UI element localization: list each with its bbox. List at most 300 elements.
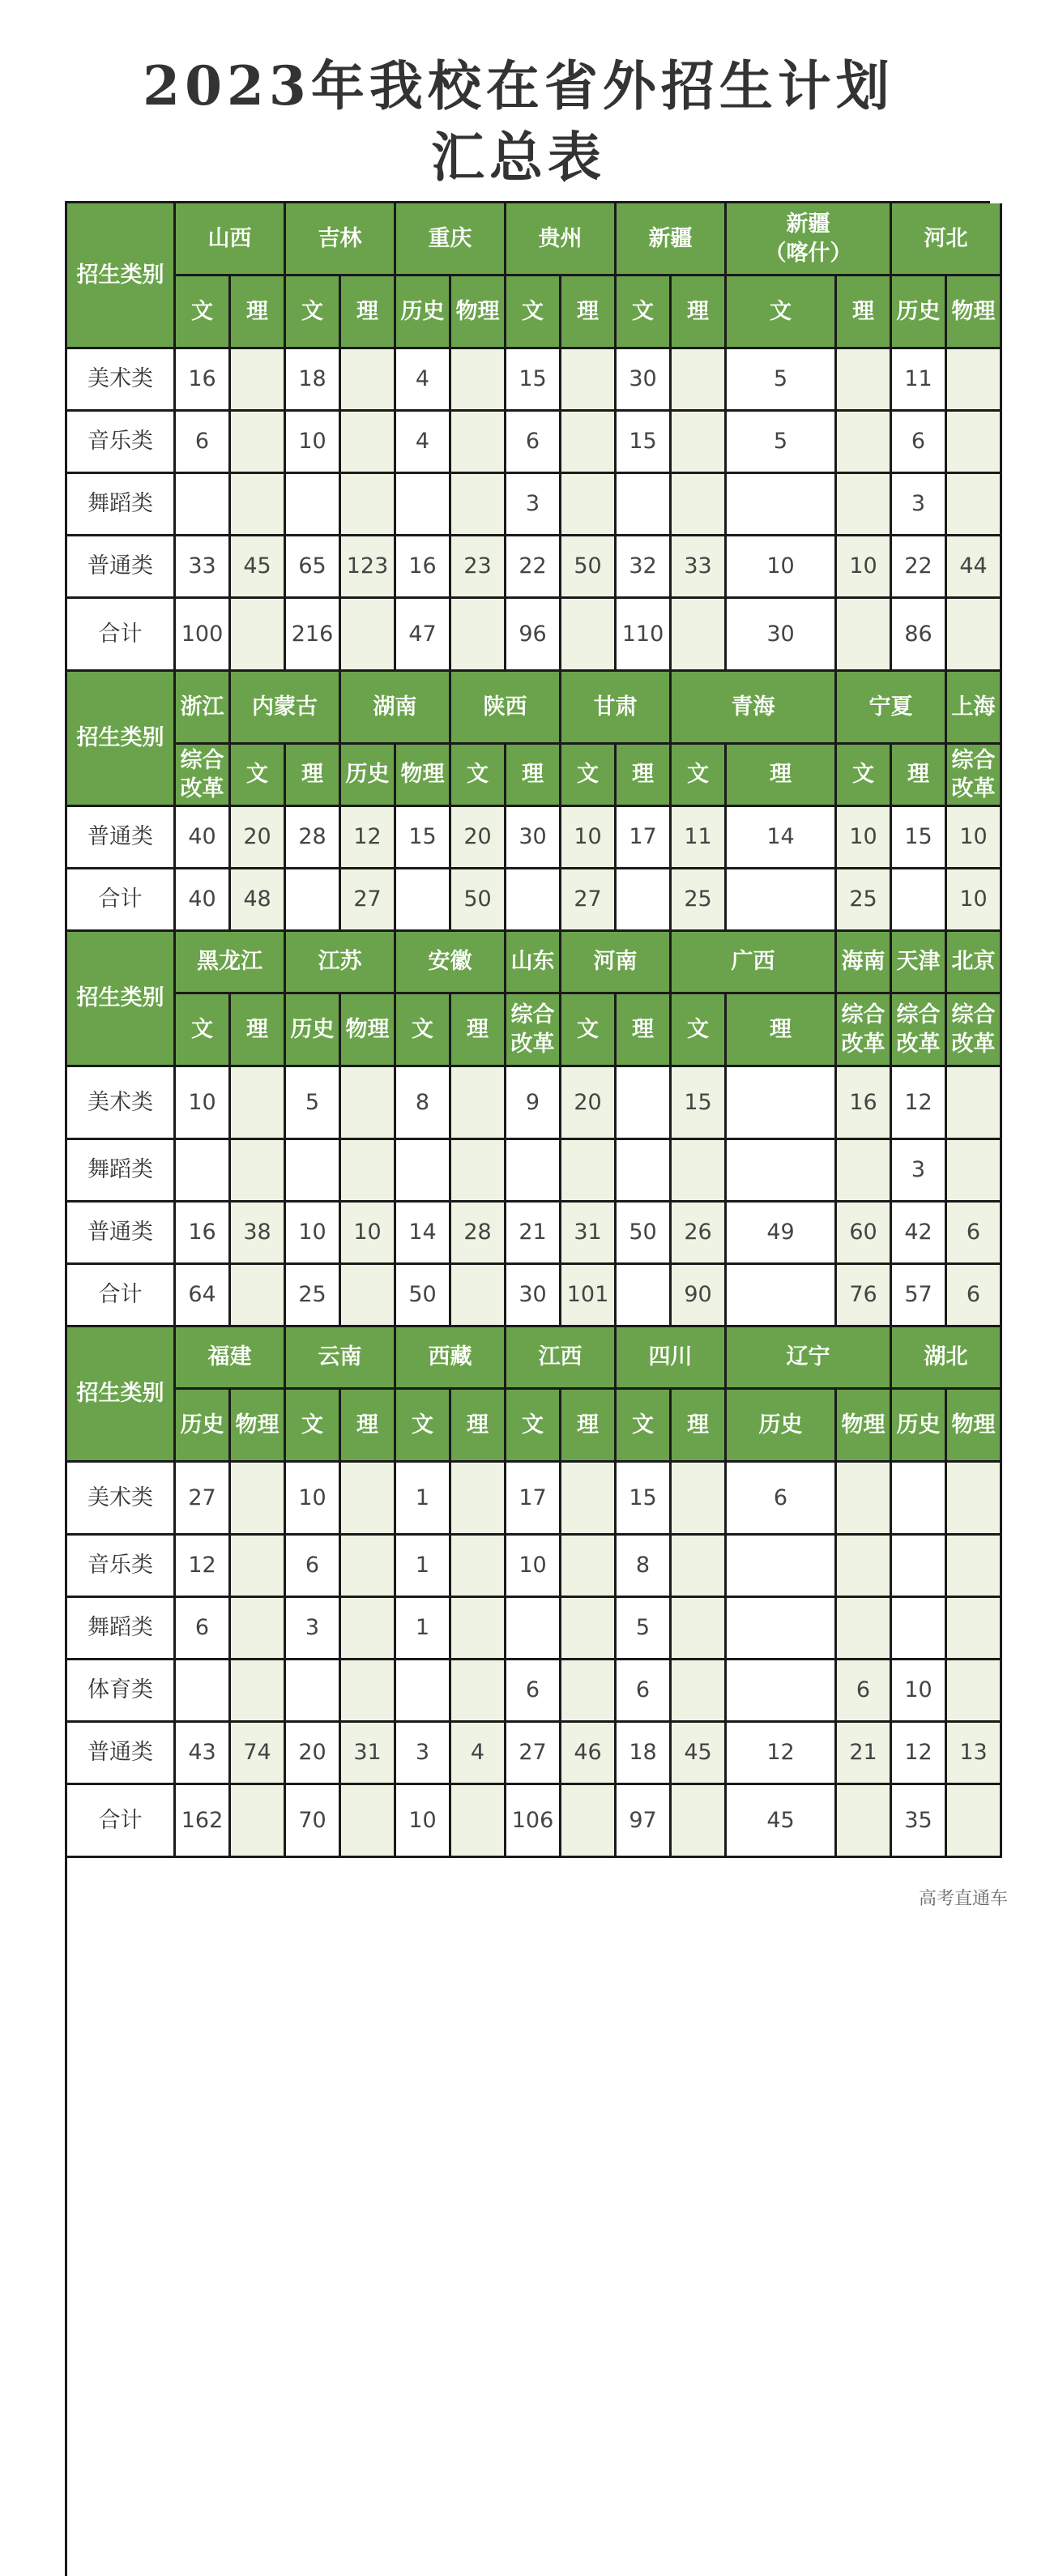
table-cell: 106	[506, 1785, 561, 1858]
table-cell	[231, 1598, 286, 1660]
table-cell: 10	[286, 1463, 341, 1536]
table-cell	[286, 1660, 341, 1723]
subject-header: 理	[451, 1390, 506, 1463]
province-header: 黑龙江	[176, 932, 286, 994]
table-cell: 20	[286, 1723, 341, 1785]
table-cell	[892, 1598, 947, 1660]
table-cell: 15	[396, 807, 451, 869]
table-cell: 45	[672, 1723, 727, 1785]
table-cell: 50	[561, 536, 617, 599]
province-header: 青海	[672, 672, 837, 745]
province-header: 新疆	[617, 203, 727, 276]
table-cell: 20	[451, 807, 506, 869]
subject-header: 文	[176, 276, 231, 349]
table-cell	[672, 1536, 727, 1598]
table-cell: 49	[727, 1203, 837, 1265]
table-cell: 5	[727, 349, 837, 412]
table-cell	[837, 1463, 892, 1536]
table-cell: 6	[286, 1536, 341, 1598]
table-cell: 25	[672, 869, 727, 932]
table-cell	[561, 1785, 617, 1858]
table-cell: 96	[506, 599, 561, 672]
table-cell: 97	[617, 1785, 672, 1858]
table-cell: 50	[396, 1265, 451, 1327]
table-cell: 35	[892, 1785, 947, 1858]
subject-header: 理	[231, 276, 286, 349]
table-cell: 216	[286, 599, 341, 672]
table-cell: 26	[672, 1203, 727, 1265]
table-cell: 31	[561, 1203, 617, 1265]
table-cell	[672, 412, 727, 474]
table-cell	[561, 412, 617, 474]
table-cell	[947, 412, 1002, 474]
table-cell: 40	[176, 807, 231, 869]
table-cell	[341, 412, 396, 474]
table-cell: 90	[672, 1265, 727, 1327]
table-cell: 101	[561, 1265, 617, 1327]
province-header: 西藏	[396, 1327, 506, 1390]
subject-header: 综合 改革	[892, 994, 947, 1067]
province-header: 云南	[286, 1327, 396, 1390]
table-cell: 14	[396, 1203, 451, 1265]
table-cell: 44	[947, 536, 1002, 599]
province-header: 安徽	[396, 932, 506, 994]
table-cell	[176, 474, 231, 536]
table-cell	[727, 869, 837, 932]
table-cell: 27	[561, 869, 617, 932]
table-cell	[231, 412, 286, 474]
table-cell	[617, 869, 672, 932]
table-cell	[672, 599, 727, 672]
table-cell: 42	[892, 1203, 947, 1265]
subject-header: 物理	[947, 276, 1002, 349]
table-cell	[396, 869, 451, 932]
page-title	[0, 50, 1037, 193]
table-cell: 14	[727, 807, 837, 869]
table-cell: 5	[286, 1067, 341, 1140]
table-cell: 16	[837, 1067, 892, 1140]
table-cell: 10	[341, 1203, 396, 1265]
table-cell	[231, 1463, 286, 1536]
table-cell	[947, 349, 1002, 412]
table-cell	[837, 1785, 892, 1858]
table-cell: 18	[617, 1723, 672, 1785]
province-header: 北京	[947, 932, 1002, 994]
subject-header: 历史	[396, 276, 451, 349]
subject-header: 文	[286, 1390, 341, 1463]
table-cell	[561, 474, 617, 536]
subject-header: 理	[892, 745, 947, 807]
table-cell	[451, 349, 506, 412]
table-cell	[947, 599, 1002, 672]
subject-header: 历史	[727, 1390, 837, 1463]
table-cell	[727, 1598, 837, 1660]
table-cell: 10	[396, 1785, 451, 1858]
province-header: 吉林	[286, 203, 396, 276]
table-cell	[231, 1536, 286, 1598]
table-cell: 3	[286, 1598, 341, 1660]
province-header: 海南	[837, 932, 892, 994]
subject-header: 物理	[341, 994, 396, 1067]
table-cell	[396, 474, 451, 536]
province-header: 山西	[176, 203, 286, 276]
table-cell: 6	[176, 412, 231, 474]
table-cell: 12	[341, 807, 396, 869]
row-label: 合计	[67, 1265, 176, 1327]
table-cell	[506, 1598, 561, 1660]
table-cell	[341, 1463, 396, 1536]
table-cell	[341, 474, 396, 536]
province-header: 重庆	[396, 203, 506, 276]
subject-header: 综合 改革	[176, 745, 231, 807]
subject-header: 理	[727, 745, 837, 807]
row-label: 合计	[67, 1785, 176, 1858]
table-cell	[672, 1140, 727, 1203]
table-cell: 50	[617, 1203, 672, 1265]
subject-header: 文	[176, 994, 231, 1067]
table-cell	[892, 1536, 947, 1598]
category-header: 招生类别	[67, 1327, 176, 1463]
subject-header: 历史	[892, 1390, 947, 1463]
subject-header: 理	[617, 994, 672, 1067]
table-cell	[176, 1660, 231, 1723]
table-cell	[672, 1463, 727, 1536]
table-cell: 3	[892, 474, 947, 536]
table-cell: 8	[396, 1067, 451, 1140]
subject-header: 文	[727, 276, 837, 349]
table-cell	[947, 1785, 1002, 1858]
table-cell: 13	[947, 1723, 1002, 1785]
subject-header: 历史	[286, 994, 341, 1067]
row-label: 普通类	[67, 536, 176, 599]
table-cell: 30	[506, 1265, 561, 1327]
table-cell	[341, 599, 396, 672]
subject-header: 文	[837, 745, 892, 807]
footer-watermark: 高考直通车	[918, 1889, 1008, 1909]
table-cell	[672, 1598, 727, 1660]
table-cell: 12	[892, 1723, 947, 1785]
table-cell: 3	[892, 1140, 947, 1203]
table-cell	[837, 412, 892, 474]
table-cell: 6	[947, 1203, 1002, 1265]
table-cell	[231, 1785, 286, 1858]
table-cell: 6	[892, 412, 947, 474]
province-header: 上海	[947, 672, 1002, 745]
table-cell: 5	[617, 1598, 672, 1660]
table-cell: 11	[892, 349, 947, 412]
table-cell	[231, 474, 286, 536]
table-cell	[672, 1660, 727, 1723]
table-cell: 21	[506, 1203, 561, 1265]
table-cell	[617, 1265, 672, 1327]
table-cell: 4	[451, 1723, 506, 1785]
table-cell: 27	[506, 1723, 561, 1785]
province-header: 湖南	[341, 672, 451, 745]
table-cell	[561, 1463, 617, 1536]
table-cell	[837, 1140, 892, 1203]
table-cell	[451, 412, 506, 474]
table-cell: 30	[506, 807, 561, 869]
table-cell	[837, 599, 892, 672]
subject-header: 理	[341, 1390, 396, 1463]
table-cell: 4	[396, 412, 451, 474]
table-cell	[561, 1536, 617, 1598]
table-cell: 33	[176, 536, 231, 599]
table-cell	[727, 1140, 837, 1203]
table-cell: 15	[672, 1067, 727, 1140]
table-cell: 20	[231, 807, 286, 869]
table-cell: 17	[506, 1463, 561, 1536]
table-cell: 17	[617, 807, 672, 869]
table-cell	[451, 1463, 506, 1536]
table-cell	[947, 1536, 1002, 1598]
table-cell	[176, 1140, 231, 1203]
table-cell: 10	[947, 807, 1002, 869]
province-header: 贵州	[506, 203, 617, 276]
province-header: 陕西	[451, 672, 561, 745]
table-cell	[451, 1536, 506, 1598]
table-cell	[341, 1660, 396, 1723]
table-cell: 28	[286, 807, 341, 869]
table-cell: 10	[727, 536, 837, 599]
table-cell	[837, 349, 892, 412]
subject-header: 理	[727, 994, 837, 1067]
province-header: 山东	[506, 932, 561, 994]
table-cell	[451, 1785, 506, 1858]
subject-header: 文	[451, 745, 506, 807]
table-cell: 6	[176, 1598, 231, 1660]
table-cell	[947, 1660, 1002, 1723]
table-cell: 64	[176, 1265, 231, 1327]
table-cell: 10	[561, 807, 617, 869]
table-cell	[451, 1660, 506, 1723]
subject-header: 理	[506, 745, 561, 807]
table-cell	[561, 1598, 617, 1660]
row-label: 普通类	[67, 1203, 176, 1265]
table-cell: 30	[727, 599, 837, 672]
subject-header: 理	[286, 745, 341, 807]
row-label: 美术类	[67, 1067, 176, 1140]
table-cell	[672, 349, 727, 412]
subject-header: 物理	[947, 1390, 1002, 1463]
table-cell	[341, 1067, 396, 1140]
table-cell: 1	[396, 1463, 451, 1536]
table-cell	[341, 1140, 396, 1203]
table-cell	[672, 1785, 727, 1858]
table-cell: 48	[231, 869, 286, 932]
table-cell	[231, 1265, 286, 1327]
subject-header: 历史	[176, 1390, 231, 1463]
subject-header: 文	[506, 276, 561, 349]
province-header: 内蒙古	[231, 672, 341, 745]
title-line-2: 汇总表	[431, 126, 606, 189]
subject-header: 物理	[396, 745, 451, 807]
subject-header: 文	[672, 994, 727, 1067]
table-cell: 6	[947, 1265, 1002, 1327]
table-cell	[231, 599, 286, 672]
table-cell: 20	[561, 1067, 617, 1140]
province-header: 四川	[617, 1327, 727, 1390]
table-cell	[947, 1598, 1002, 1660]
table-cell	[947, 1140, 1002, 1203]
subject-header: 理	[672, 276, 727, 349]
table-cell	[451, 1598, 506, 1660]
table-cell	[341, 1536, 396, 1598]
subject-header: 文	[231, 745, 286, 807]
table-cell	[506, 1140, 561, 1203]
table-cell	[286, 869, 341, 932]
province-header: 浙江	[176, 672, 231, 745]
table-cell: 45	[727, 1785, 837, 1858]
table-cell: 9	[506, 1067, 561, 1140]
table-cell: 32	[617, 536, 672, 599]
row-label: 普通类	[67, 1723, 176, 1785]
table-cell: 10	[837, 807, 892, 869]
table-cell: 12	[892, 1067, 947, 1140]
table-cell: 70	[286, 1785, 341, 1858]
row-label: 舞蹈类	[67, 1140, 176, 1203]
table-cell	[727, 1067, 837, 1140]
table-cell: 16	[396, 536, 451, 599]
table-cell: 3	[396, 1723, 451, 1785]
table-cell	[837, 474, 892, 536]
table-cell: 12	[727, 1723, 837, 1785]
table-cell: 65	[286, 536, 341, 599]
table-cell	[396, 1660, 451, 1723]
table-cell	[837, 1536, 892, 1598]
table-cell: 16	[176, 1203, 231, 1265]
table-cell: 25	[286, 1265, 341, 1327]
table-cell: 33	[672, 536, 727, 599]
row-label: 普通类	[67, 807, 176, 869]
table-cell: 27	[341, 869, 396, 932]
table-cell: 27	[176, 1463, 231, 1536]
table-cell: 46	[561, 1723, 617, 1785]
subject-header: 文	[672, 745, 727, 807]
subject-header: 综合 改革	[947, 994, 1002, 1067]
province-header: 福建	[176, 1327, 286, 1390]
table-cell: 86	[892, 599, 947, 672]
table-cell: 47	[396, 599, 451, 672]
table-cell: 10	[286, 1203, 341, 1265]
table-cell	[727, 474, 837, 536]
table-cell: 6	[506, 412, 561, 474]
table-cell: 40	[176, 869, 231, 932]
province-header: 江西	[506, 1327, 617, 1390]
subject-header: 综合 改革	[947, 745, 1002, 807]
subject-header: 理	[451, 994, 506, 1067]
province-header: 新疆 （喀什）	[727, 203, 892, 276]
row-label: 舞蹈类	[67, 1598, 176, 1660]
table-cell	[231, 1140, 286, 1203]
table-cell: 110	[617, 599, 672, 672]
table-cell	[947, 1463, 1002, 1536]
table-cell: 28	[451, 1203, 506, 1265]
table-cell: 31	[341, 1723, 396, 1785]
table-cell: 8	[617, 1536, 672, 1598]
subject-header: 文	[561, 745, 617, 807]
subject-header: 文	[561, 994, 617, 1067]
province-header: 河北	[892, 203, 1002, 276]
table-cell	[617, 1140, 672, 1203]
table-cell: 22	[506, 536, 561, 599]
table-cell: 18	[286, 349, 341, 412]
table-cell: 30	[617, 349, 672, 412]
table-cell: 11	[672, 807, 727, 869]
row-label: 美术类	[67, 1463, 176, 1536]
subject-header: 物理	[451, 276, 506, 349]
table-cell	[231, 349, 286, 412]
table-cell	[231, 1067, 286, 1140]
subject-header: 理	[617, 745, 672, 807]
table-cell	[947, 474, 1002, 536]
table-cell	[231, 1660, 286, 1723]
table-cell	[727, 1536, 837, 1598]
row-label: 体育类	[67, 1660, 176, 1723]
table-cell: 50	[451, 869, 506, 932]
table-cell	[451, 474, 506, 536]
table-cell: 21	[837, 1723, 892, 1785]
title-line-1: 2023年我校在省外招生计划	[143, 54, 894, 117]
subject-header: 文	[286, 276, 341, 349]
table-cell: 12	[176, 1536, 231, 1598]
table-cell: 4	[396, 349, 451, 412]
subject-header: 文	[617, 276, 672, 349]
row-label: 合计	[67, 599, 176, 672]
table-cell	[892, 869, 947, 932]
table-cell: 5	[727, 412, 837, 474]
table-cell	[672, 474, 727, 536]
table-cell: 10	[506, 1536, 561, 1598]
subject-header: 物理	[837, 1390, 892, 1463]
table-cell: 15	[617, 412, 672, 474]
province-header: 江苏	[286, 932, 396, 994]
table-cell	[341, 1598, 396, 1660]
table-cell	[617, 1067, 672, 1140]
table-cell	[451, 1265, 506, 1327]
table-cell: 10	[892, 1660, 947, 1723]
subject-header: 理	[561, 276, 617, 349]
row-label: 音乐类	[67, 1536, 176, 1598]
subject-header: 理	[341, 276, 396, 349]
table-cell: 10	[837, 536, 892, 599]
subject-header: 文	[617, 1390, 672, 1463]
table-cell: 45	[231, 536, 286, 599]
table-cell	[396, 1140, 451, 1203]
table-cell	[286, 474, 341, 536]
table-cell: 15	[892, 807, 947, 869]
table-cell: 60	[837, 1203, 892, 1265]
table-cell: 23	[451, 536, 506, 599]
subject-header: 历史	[892, 276, 947, 349]
table-cell: 6	[837, 1660, 892, 1723]
table-cell: 74	[231, 1723, 286, 1785]
table-cell	[451, 1140, 506, 1203]
row-label: 美术类	[67, 349, 176, 412]
table-cell	[561, 349, 617, 412]
table-cell: 43	[176, 1723, 231, 1785]
table-cell	[727, 1265, 837, 1327]
province-header: 甘肃	[561, 672, 672, 745]
table-cell	[341, 1785, 396, 1858]
subject-header: 文	[396, 994, 451, 1067]
province-header: 辽宁	[727, 1327, 892, 1390]
table-cell	[451, 1067, 506, 1140]
enrollment-plan-table	[65, 201, 996, 2576]
subject-header: 文	[396, 1390, 451, 1463]
subject-header: 物理	[231, 1390, 286, 1463]
table-cell	[341, 349, 396, 412]
